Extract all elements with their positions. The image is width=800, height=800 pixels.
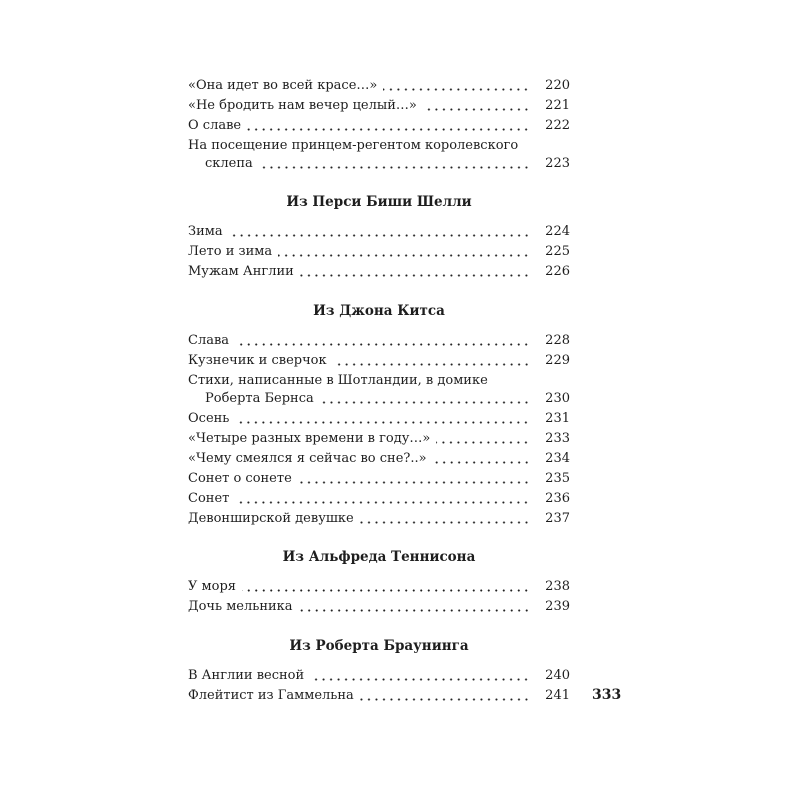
- dot-leader: [310, 678, 530, 681]
- toc-section: [188, 637, 570, 707]
- toc-entry-page: 231: [545, 411, 570, 426]
- toc-entry-page: 222: [545, 118, 570, 133]
- toc-entry-page: 223: [545, 156, 570, 171]
- toc-entry-title: Лето и зима: [188, 244, 273, 259]
- toc-entry: [188, 117, 570, 135]
- toc-entry-page: 220: [545, 78, 570, 93]
- toc-entry-page: 237: [545, 511, 570, 526]
- toc-entry-title: Сонет: [188, 491, 230, 506]
- toc-entry-title: Девонширской девушке: [188, 511, 354, 526]
- dot-leader: [433, 461, 530, 464]
- toc-entry-title: «Четыре разных времени в году…»: [188, 431, 431, 446]
- dot-leader: [235, 421, 530, 424]
- section-heading: Из Роберта Браунинга: [289, 638, 469, 654]
- toc-entry: [188, 223, 570, 241]
- toc-section: [188, 548, 570, 618]
- toc-entry-title: Осень: [188, 411, 230, 426]
- toc-entry: [188, 430, 570, 448]
- dot-leader: [235, 343, 530, 346]
- toc-entry-title: «Чему смеялся я сейчас во сне?..»: [188, 451, 427, 466]
- toc-entry: [188, 410, 570, 428]
- toc-entry: [188, 510, 570, 528]
- toc-entry-page: 238: [545, 579, 570, 594]
- toc-entry-row: [188, 390, 570, 408]
- toc-entry: [188, 490, 570, 508]
- toc-entry: [188, 450, 570, 468]
- toc-section: [188, 77, 570, 175]
- toc-entry-page: 221: [545, 98, 570, 113]
- toc-entry: [188, 578, 570, 596]
- toc-entry-page: 224: [545, 224, 570, 239]
- toc-entry-page: 239: [545, 599, 570, 614]
- toc-entry-page: 236: [545, 491, 570, 506]
- toc-entry: [188, 97, 570, 115]
- toc-entry-page: 225: [545, 244, 570, 259]
- toc-entry-title-continued: склепа: [205, 156, 253, 171]
- dot-leader: [229, 234, 530, 237]
- toc-entry-title-continued: Роберта Бернса: [205, 391, 314, 406]
- toc-entry: [188, 243, 570, 261]
- dot-leader: [383, 88, 530, 91]
- section-heading: Из Альфреда Теннисона: [282, 549, 476, 565]
- dot-leader: [247, 128, 530, 131]
- toc-entry-title: О славе: [188, 118, 242, 133]
- toc-entry-page: 228: [545, 333, 570, 348]
- toc-entry-title: Дочь мельника: [188, 599, 293, 614]
- toc-entry-title: У моря: [188, 579, 236, 594]
- toc-entry-page: 240: [545, 668, 570, 683]
- toc-entry-title: Стихи, написанные в Шотландии, в домике: [188, 373, 488, 388]
- toc-entry-row: [188, 155, 570, 173]
- toc-entry-title: «Она идет во всей красе…»: [188, 78, 378, 93]
- toc-entry: [188, 598, 570, 616]
- toc-entry: [188, 137, 570, 173]
- toc-entry-title: «Не бродить нам вечер целый…»: [188, 98, 417, 113]
- toc-entry-title: Слава: [188, 333, 230, 348]
- toc-entry-title: Кузнечик и сверчок: [188, 353, 327, 368]
- dot-leader: [360, 521, 530, 524]
- toc-entry: [188, 263, 570, 281]
- toc-section: [188, 193, 570, 283]
- toc-entry-page: 229: [545, 353, 570, 368]
- dot-leader: [259, 166, 530, 169]
- toc-entry-page: 234: [545, 451, 570, 466]
- toc-entry-title: В Англии весной: [188, 668, 305, 683]
- dot-leader: [300, 274, 530, 277]
- toc-entry: [188, 687, 570, 705]
- dot-leader: [278, 254, 530, 257]
- toc-entry-title: Мужам Англии: [188, 264, 294, 279]
- dot-leader: [298, 481, 530, 484]
- dot-leader: [423, 108, 530, 111]
- toc-entry-title: Зима: [188, 224, 223, 239]
- dot-leader: [242, 589, 530, 592]
- toc-entry-title: Флейтист из Гаммельна: [188, 688, 354, 703]
- section-heading: Из Джона Китса: [313, 303, 445, 319]
- dot-leader: [436, 441, 530, 444]
- page-number: 333: [592, 687, 622, 703]
- toc-entry: [188, 352, 570, 370]
- toc-entry-page: 235: [545, 471, 570, 486]
- toc-entry-title: Сонет о сонете: [188, 471, 292, 486]
- toc-entry: [188, 77, 570, 95]
- toc-entry-page: 233: [545, 431, 570, 446]
- dot-leader: [320, 401, 530, 404]
- toc-entry-page: 241: [545, 688, 570, 703]
- toc-entry: [188, 332, 570, 350]
- dot-leader: [235, 501, 530, 504]
- toc-section: [188, 302, 570, 530]
- section-heading: Из Перси Биши Шелли: [286, 194, 472, 210]
- dot-leader: [360, 698, 530, 701]
- toc-entry-title: На посещение принцем-регентом королевского: [188, 138, 519, 153]
- dot-leader: [299, 609, 530, 612]
- toc-entry: [188, 470, 570, 488]
- toc-entry: [188, 372, 570, 408]
- toc-entry-page: 226: [545, 264, 570, 279]
- toc-entry: [188, 667, 570, 685]
- toc-entry-page: 230: [545, 391, 570, 406]
- dot-leader: [333, 363, 530, 366]
